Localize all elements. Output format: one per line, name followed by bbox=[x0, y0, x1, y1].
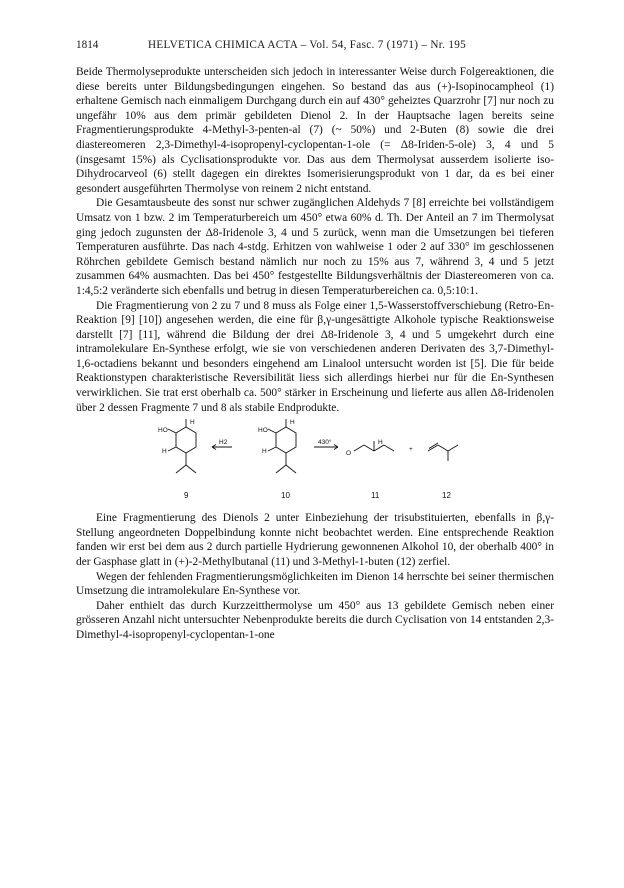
carbonyl-oxygen-label: O bbox=[346, 450, 352, 458]
paragraph-aldehyde-yield: Die Gesamtausbeute des sonst nur schwer zugänglichen Aldehyds 7 [8] erreichte bei vollständigem Umsatz von 1 bzw. 2 im Temperaturbereich um 450° etwa 60% d. Th. Der Anteil an 7 im Thermolysat ging jedoch zugunsten der Δ8-Iridenole 3, 4 und 5 zurück, wenn man die Umsetzungen bei tieferen Temperaturen ausführte. Das nach 4-stdg. Erhitzen von wahlweise 1 oder 2 auf 330° im geschlossenen Röhrchen gebildete Gemisch bestand nämlich nur noch zu 15% aus 7, während 3, 4 und 5 jetzt zusammen 64% ausmachten. Das bei 450° festgestellte Bildungsverhältnis der Diastereomeren von ca. 1:4,5:2 veränderte sich ebenfalls und betrug in diesen Temperaturbereichen ca. 0,5:10:1. bbox=[76, 197, 554, 297]
hydrogen-label-10: H bbox=[262, 448, 267, 456]
hydrogen-top-label-10: H bbox=[290, 419, 295, 427]
reaction-scheme-drawing bbox=[76, 417, 554, 507]
temperature-label: 430° bbox=[318, 439, 332, 447]
reaction-scheme bbox=[76, 417, 554, 507]
paragraph-dienone-ene-synthesis: Wegen der fehlenden Fragmentierungsmöglichkeiten im Dienon 14 herrschte bei seiner thermischen Umsetzung die intramolekulare En-Synthese vor. bbox=[76, 570, 554, 598]
compound-number-10: 10 bbox=[281, 491, 290, 501]
hydrogen-reagent-label: H2 bbox=[219, 439, 228, 447]
paragraph-thermolysis-products: Beide Thermolyseprodukte unterscheiden sich jedoch in interessanter Weise durch Folgereaktionen, die diese bereits unter Bildungsbedingungen eingehen. So bestand das aus (+)-Isopinocampheol (1) erhaltene Gemisch nach einmaligem Durchgang durch ein auf 430° geheiztes Quarzrohr [7] nur noch zu ungefähr 10% aus dem primär gebildeten Dienol 2. In der Hauptsache lagen bereits seine Fragmentierungsprodukte 4-Methyl-3-penten-al (7) (~ 50%) und 2-Buten (8) sowie die drei diastereomeren 2,3-Dimethyl-4-isopropenyl-cyclopentan-1-ole (= Δ8-Iriden-5-ole) 3, 4 und 5 (insgesamt 15%) als Cyclisationsprodukte vor. Das aus dem Thermolysat ausserdem isolierte iso-Dihydrocarveol (6) stellt dagegen ein direktes Isomerisierungsprodukt von 1 dar, da es bei einer gesondert ausgeführten Thermolyse von reinem 2 nicht entstand. bbox=[76, 66, 554, 195]
paragraph-short-thermolysis: Daher enthielt das durch Kurzzeitthermolyse um 450° aus 13 gebildete Gemisch neben einer grösseren Anzahl nicht untersuchter Nebenprodukte bereits die durch Cyclisation von 14 entstanden 2,3-Dimethyl-4-isopropenyl-cyclopentan-1-one bbox=[76, 599, 554, 641]
hydroxyl-label-9: HO bbox=[158, 427, 168, 435]
hydrogen-label-11: H bbox=[378, 439, 383, 447]
compound-number-9: 9 bbox=[184, 491, 189, 501]
paragraph-dienol-fragmentation: Eine Fragmentierung des Dienols 2 unter Einbeziehung der trisubstituierten, ebenfalls in β,γ-Stellung angeordneten Doppelbindung konnte nicht beobachtet werden. Eine entsprechende Reaktion fanden wir erst bei dem aus 2 durch partielle Hydrierung gewonnenen Alkohol 10, der oberhalb 400° in der Gasphase glatt in (+)-2-Methylbutanal (11) und 3-Methyl-1-buten (12) zerfiel. bbox=[76, 512, 554, 569]
plus-sign: + bbox=[409, 446, 413, 454]
compound-number-12: 12 bbox=[442, 491, 451, 501]
article-body bbox=[76, 65, 554, 643]
hydrogen-label-9: H bbox=[162, 448, 167, 456]
page-number: 1814 bbox=[76, 39, 99, 51]
hydroxyl-label-10: HO bbox=[258, 427, 268, 435]
compound-number-11: 11 bbox=[371, 491, 380, 501]
hydrogen-top-label-9: H bbox=[190, 419, 195, 427]
paragraph-fragmentation-mechanism: Die Fragmentierung von 2 zu 7 und 8 muss als Folge einer 1,5-Wasserstoffverschiebung (Retro-En-Reaktion [9] [10]) angesehen werden, die eine für β,γ-ungesättigte Alkohole typische Reaktionsweise darstellt [7] [11], während die Bildung der drei Δ8-Iridenole 3, 4 und 5 umgekehrt durch eine intramolekulare En-Synthese erfolgt, wie sie von verschiedenen anderen Derivaten des 3,7-Dimethyl-1,6-octadiens bekannt und besonders eingehend am Linalool untersucht worden ist [5]. Die für beide Reaktionstypen charakteristische Reversibilität liess sich allerdings hierbei nur für die En-Synthesen verwirklichen. Sie trat erst oberhalb ca. 500° stärker in Erscheinung und lieferte aus allen Δ8-Iridenolen über 2 dessen Fragmente 7 und 8 als stabile Endprodukte. bbox=[76, 299, 554, 414]
journal-citation: HELVETICA CHIMICA ACTA – Vol. 54, Fasc. 7 (1971) – Nr. 195 bbox=[148, 39, 467, 51]
